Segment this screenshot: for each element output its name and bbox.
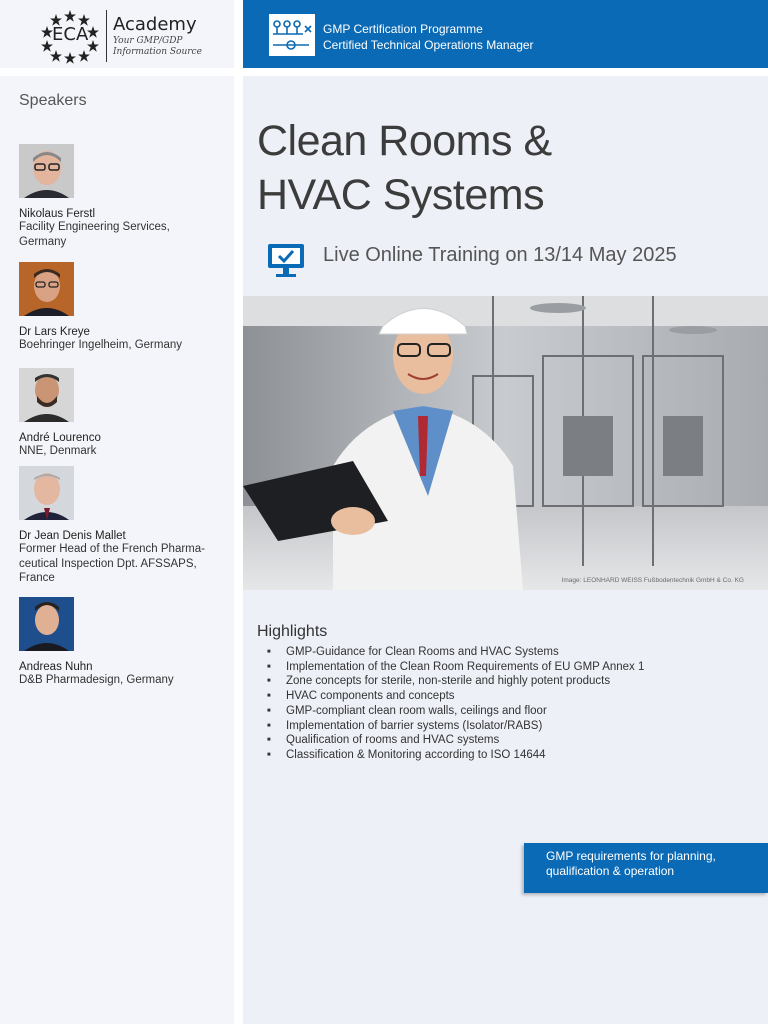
speaker-card xyxy=(19,466,229,586)
speaker-affiliation xyxy=(19,338,229,353)
speaker-photo xyxy=(19,466,74,520)
speaker-photo xyxy=(19,597,74,651)
speaker-affiliation-line: Boehringer Ingelheim, Germany xyxy=(19,339,182,351)
speaker-card xyxy=(19,144,229,249)
speaker-name: Andreas Nuhn xyxy=(19,661,93,673)
speaker-name: André Lourenco xyxy=(19,432,101,444)
academy-label: Academy xyxy=(113,14,197,35)
speaker-affiliation-line: ceutical Inspection Dpt. AFSSAPS, xyxy=(19,557,197,570)
cleanroom-photo xyxy=(243,296,768,590)
page-title xyxy=(257,114,552,222)
speaker-name: Nikolaus Ferstl xyxy=(19,208,96,220)
speaker-affiliation-line: NNE, Denmark xyxy=(19,445,97,457)
live-training-date: Live Online Training on 13/14 May 2025 xyxy=(323,244,677,266)
speakers-heading: Speakers xyxy=(19,92,87,109)
programme-banner xyxy=(243,0,768,68)
tagline-line-2: Information Source xyxy=(113,47,202,57)
speaker-card xyxy=(19,597,229,688)
speaker-affiliation xyxy=(19,673,229,688)
speaker-affiliation-line: Former Head of the French Pharma- xyxy=(19,543,205,555)
list-item: ■ Implementation of the Clean Room Requirements of EU GMP Annex 1 xyxy=(267,660,644,675)
speaker-affiliation xyxy=(19,444,229,459)
speaker-name: Dr Jean Denis Mallet xyxy=(19,530,126,542)
monitor-check-icon xyxy=(266,242,306,278)
speaker-name: Dr Lars Kreye xyxy=(19,326,90,338)
speaker-affiliation-line: D&B Pharmadesign, Germany xyxy=(19,674,174,686)
speaker-photo xyxy=(19,144,74,198)
programme-title: Certified Technical Operations Manager xyxy=(323,38,534,52)
logo-divider xyxy=(106,10,107,62)
title-line-1: Clean Rooms & xyxy=(257,117,552,165)
list-item: ■ Classification & Monitoring according to ISO 14644 xyxy=(267,748,644,763)
list-item: ■ Implementation of barrier systems (Isolator/RABS) xyxy=(267,719,644,734)
list-item: ■ GMP-compliant clean room walls, ceilings and floor xyxy=(267,704,644,719)
speaker-card xyxy=(19,262,229,353)
eca-logo[interactable] xyxy=(0,0,234,68)
image-credit: Image: LEONHARD WEISS Fußbodentechnik GmbH & Co. KG xyxy=(561,577,744,584)
main-panel xyxy=(243,76,768,1024)
eca-logo-text: ECA xyxy=(52,24,89,45)
list-item: ■ Qualification of rooms and HVAC systems xyxy=(267,733,644,748)
speaker-affiliation-line: France xyxy=(19,572,55,584)
speaker-card xyxy=(19,368,229,459)
callout-line-1: GMP requirements for planning, xyxy=(546,849,716,863)
tagline-line-1: Your GMP/GDP xyxy=(113,36,183,46)
speaker-photo xyxy=(19,262,74,316)
gmp-requirements-callout xyxy=(524,843,768,893)
speaker-photo xyxy=(19,368,74,422)
speakers-sidebar xyxy=(0,76,234,1024)
callout-line-2: qualification & operation xyxy=(546,864,675,878)
list-item: ■ HVAC components and concepts xyxy=(267,689,644,704)
speaker-affiliation-line: Facility Engineering Services, xyxy=(19,221,170,233)
speaker-affiliation xyxy=(19,542,229,586)
highlights-heading: Highlights xyxy=(257,623,328,640)
list-item: ■ Zone concepts for sterile, non-sterile and highly potent products xyxy=(267,674,644,689)
hvac-pipe-icon xyxy=(269,14,315,56)
speaker-affiliation-line: Germany xyxy=(19,235,67,248)
hero-image xyxy=(243,296,768,590)
tagline xyxy=(113,36,223,58)
title-line-2: HVAC Systems xyxy=(257,171,545,219)
list-item: ■ GMP-Guidance for Clean Rooms and HVAC Systems xyxy=(267,645,644,660)
highlights-list xyxy=(267,645,644,763)
programme-name: GMP Certification Programme xyxy=(323,22,483,36)
speaker-affiliation xyxy=(19,220,229,249)
